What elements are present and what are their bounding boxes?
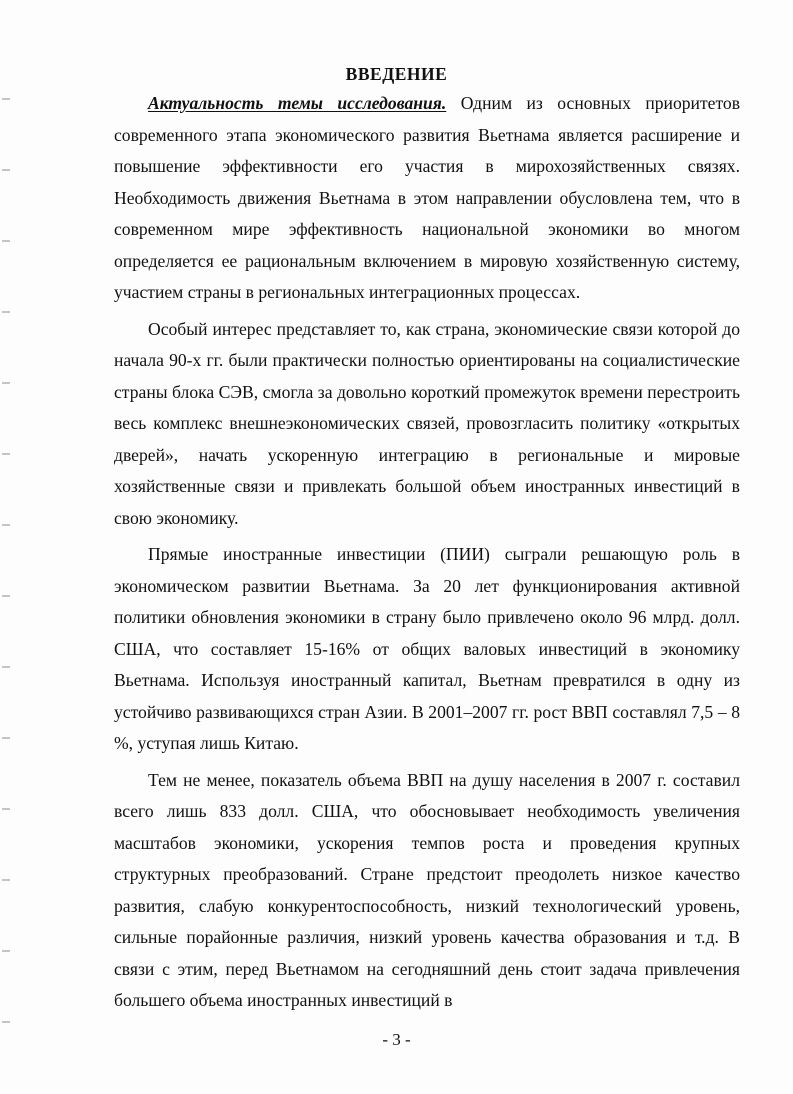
paragraph-gdp: Тем не менее, показатель объема ВВП на душу населения в 2007 г. составил всего лишь 833 долл. США, что обосновывает необходимость увеличения масштабов экономики, ускорения темпов роста и проведения крупных структурных преобразований. Стране предстоит преодолеть низкое качество развития, слабую конкурентоспособность, низкий технологический уровень, сильные порайонные различия, низкий уровень качества образования и т.д. В связи с этим, перед Вьетнамом на сегодняшний день стоит задача привлечения большего объема иностранных инвестиций в [114, 769, 740, 1010]
paragraph-relevance [114, 88, 740, 309]
body-text [114, 88, 740, 1017]
page-number: - 3 - [382, 1030, 411, 1049]
paragraph-text: Одним из основных приоритетов современного этапа экономического развития Вьетнама является расширение и повышение эффективности его участия в мирохозяйственных связях. Необходимость движения Вьетнама в этом направлении обусловлена тем, что в современном мире эффективность национальной экономики во многом определяется ее рациональным включением в мировую хозяйственную систему, участием страны в региональных интеграционных процессах. [114, 93, 741, 302]
paragraph-lead: Актуальность темы исследования. [148, 93, 447, 113]
paragraph-fdi: Прямые иностранные инвестиции (ПИИ) сыграли решающую роль в экономическом развитии Вьетнама. За 20 лет функционирования активной политики обновления экономики в страну было привлечено около 96 млрд. долл. США, что составляет 15-16% от общих валовых инвестиций в экономику Вьетнама. Используя иностранный капитал, Вьетнам превратился в одну из устойчиво развивающихся стран Азии. В 2001–2007 гг. рост ВВП составлял 7,5 – 8 %, уступая лишь Китаю. [114, 544, 740, 753]
scan-edge-artifact [2, 60, 10, 1090]
paragraph-special-interest: Особый интерес представляет то, как страна, экономические связи которой до начала 90-х гг. были практически полностью ориентированы на социалистические страны блока СЭВ, смогла за довольно короткий промежуток времени перестроить весь комплекс внешнеэкономических связей, провозгласить политику «открытых дверей», начать ускоренную интеграцию в региональные и мировые хозяйственные связи и привлекать большой объем иностранных инвестиций в свою экономику. [114, 318, 740, 528]
section-heading: ВВЕДЕНИЕ [345, 64, 448, 84]
